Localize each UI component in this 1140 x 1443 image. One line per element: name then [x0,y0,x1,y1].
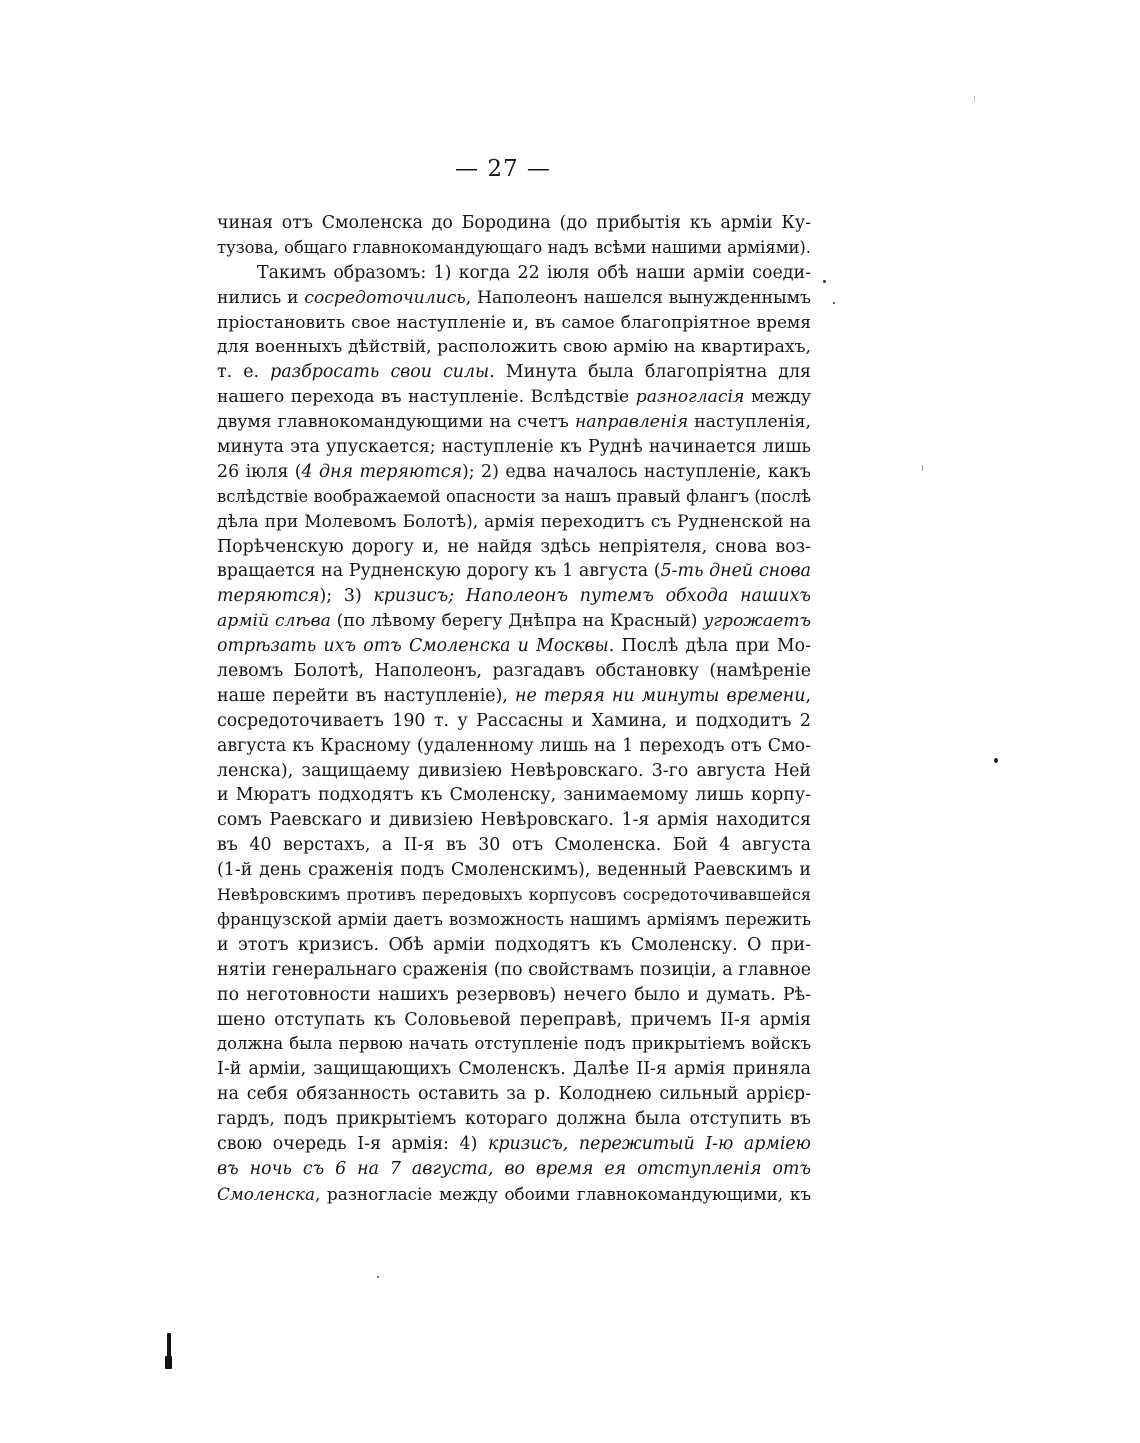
italic-text: отрѣзать ихъ отъ Смоленска и Москвы [217,636,609,657]
text-line [217,1132,811,1157]
body-text [217,211,811,1207]
text-segment: Невѣровскимъ противъ передовыхъ корпусовъ сосредоточивавшейся [217,885,811,905]
text-line [217,460,811,485]
text-segment: по неготовности нашихъ резервовъ) нечего было и думать. Рѣ- [217,984,811,1005]
scan-speck [922,465,923,471]
text-segment: и этотъ кризисъ. Обѣ арміи подходятъ къ Смоленску. О при- [217,934,811,955]
text-segment: гардъ, подъ прикрытіемъ котораго должна была отступить въ [217,1109,811,1130]
text-line [217,360,811,385]
text-line [217,261,811,286]
italic-text: разногласія [635,387,745,408]
text-segment: нашего перехода въ наступленіе. Вслѣдствіе [217,387,636,408]
text-line [217,933,811,958]
text-line [217,510,811,535]
text-line [217,1082,811,1107]
text-line [217,1057,811,1082]
text-line [217,634,811,659]
text-line [217,435,811,460]
text-segment: въ 40 верстахъ, а II-я въ 30 отъ Смоленска. Бой 4 августа [217,835,811,856]
text-segment: должна была первою начать отступленіе подъ прикрытіемъ войскъ [217,1034,811,1054]
scan-speck [833,302,835,304]
text-segment: пріостановить свое наступленіе и, въ самое благопріятное время [217,312,811,333]
text-segment: чиная отъ Смоленска до Бородина (до прибытія къ арміи Ку- [217,213,811,233]
text-line [217,1182,811,1207]
text-line [217,759,811,784]
text-line [217,783,811,808]
text-line [217,958,811,983]
text-line [217,236,811,261]
text-segment: Такимъ образомъ: 1) когда 22 іюля обѣ наши арміи соеди- [257,262,811,283]
text-line [217,908,811,933]
text-segment: . Послѣ дѣла при Мо- [608,636,811,657]
text-line [217,609,811,634]
text-segment: нятіи генеральнаго сраженія (по свойствамъ позиціи, а главное [217,959,811,980]
scan-speck [823,280,826,283]
scan-edge-mark [165,1356,172,1369]
text-segment: наше перейти въ наступленіе), [217,685,516,706]
italic-text: армій слѣва [217,611,331,632]
text-segment: т. е. [217,362,271,383]
text-segment: тузова, общаго главнокомандующаго надъ всѣми нашими арміями). [217,237,811,257]
text-line [217,684,811,709]
italic-text: направленія [574,412,689,433]
text-line [217,808,811,833]
text-segment: (по лѣвому берегу Днѣпра на Красный) [330,611,704,632]
text-segment: наступленія, [688,412,811,433]
italic-text: Смоленска [217,1183,315,1204]
text-segment: дѣла при Молевомъ Болотѣ), армія переходитъ съ Рудненской на [217,511,811,532]
italic-text: сосредоточились [304,287,466,308]
text-segment: , Наполеонъ нашелся вынужденнымъ [465,287,811,308]
italic-text: кризисъ, пережитый I-ю арміею [488,1133,811,1154]
text-segment: двумя главнокомандующими на счетъ [217,412,575,433]
italic-text: 4 дня теряются [301,461,462,482]
text-segment: минута эта упускается; наступленіе къ Руднѣ начинается лишь [217,437,811,458]
text-segment: , [805,685,811,706]
text-segment: вращается на Рудненскую дорогу къ 1 августа ( [217,561,661,582]
text-segment: сосредоточиваетъ 190 т. у Рассасны и Хамина, и подходитъ 2 [217,710,811,731]
text-segment: сомъ Раевскаго и дивизіею Невѣровскаго. 1-я армія находится [217,810,811,831]
text-line [217,335,811,360]
text-line [217,584,811,609]
text-line [217,211,811,236]
text-segment: ); 3) [319,586,374,607]
italic-text: въ ночь съ 6 на 7 августа, во время ея отступленія отъ [217,1158,811,1179]
text-line [217,485,811,510]
text-line [217,1008,811,1033]
text-line [217,709,811,734]
text-line [217,535,811,560]
page-number: — 27 — [455,156,551,182]
text-segment: нились и [217,287,305,308]
text-line [217,559,811,584]
text-segment: шено отступать къ Соловьевой переправѣ, причемъ II-я армія [217,1009,811,1030]
text-segment: ); 2) едва началось наступленіе, какъ [461,461,811,482]
text-segment: французской арміи даетъ возможность нашимъ арміямъ пережить [217,909,811,929]
text-segment: 26 іюля ( [217,461,302,482]
scan-speck [377,1276,379,1278]
text-line [217,385,811,410]
text-line [217,659,811,684]
text-line [217,858,811,883]
text-line [217,983,811,1008]
italic-text: не теряя ни минуты времени [515,685,806,706]
text-line [217,734,811,759]
scan-speck [994,758,998,763]
text-segment: , разногласіе между обоими главнокомандующими, къ [314,1183,811,1204]
italic-text: разбросать свои силы [270,362,490,383]
italic-text: теряются [217,586,320,607]
text-line [217,286,811,311]
text-segment: I-й арміи, защищающихъ Смоленскъ. Далѣе II-я армія приняла [217,1059,811,1080]
text-line [217,883,811,908]
text-segment: между [744,387,811,408]
text-line [217,311,811,336]
text-segment: и Мюратъ подходятъ къ Смоленску, занимаемому лишь корпу- [217,785,811,806]
text-segment: левомъ Болотѣ, Наполеонъ, разгадавъ обстановку (намѣреніе [217,661,811,682]
scan-speck [974,96,975,102]
text-segment: вслѣдствіе воображаемой опасности за нашъ правый флангъ (послѣ [217,486,811,506]
text-line [217,1032,811,1057]
italic-text: кризисъ; Наполеонъ путемъ обхода нашихъ [373,586,811,607]
italic-text: угрожаетъ [703,611,811,632]
text-segment: . Минута была благопріятна для [489,362,811,383]
text-line [217,410,811,435]
text-line [217,833,811,858]
text-line [217,1107,811,1132]
text-segment: для военныхъ дѣйствій, расположить свою армію на квартирахъ, [217,337,811,358]
text-segment: на себя обязанность оставить за р. Колоднею сильный аррієр- [217,1084,811,1105]
text-segment: Порѣченскую дорогу и, не найдя здѣсь непріятеля, снова воз- [217,536,811,557]
text-segment: августа къ Красному (удаленному лишь на 1 переходъ отъ Смо- [217,735,811,756]
text-segment: (1-й день сраженія подъ Смоленскимъ), веденный Раевскимъ и [217,860,811,881]
text-segment: свою очередь I-я армія: 4) [217,1133,489,1154]
italic-text: 5-ть дней снова [660,561,811,582]
text-line [217,1157,811,1182]
text-segment: ленска), защищаему дивизіею Невѣровскаго. 3-го августа Ней [217,760,811,781]
